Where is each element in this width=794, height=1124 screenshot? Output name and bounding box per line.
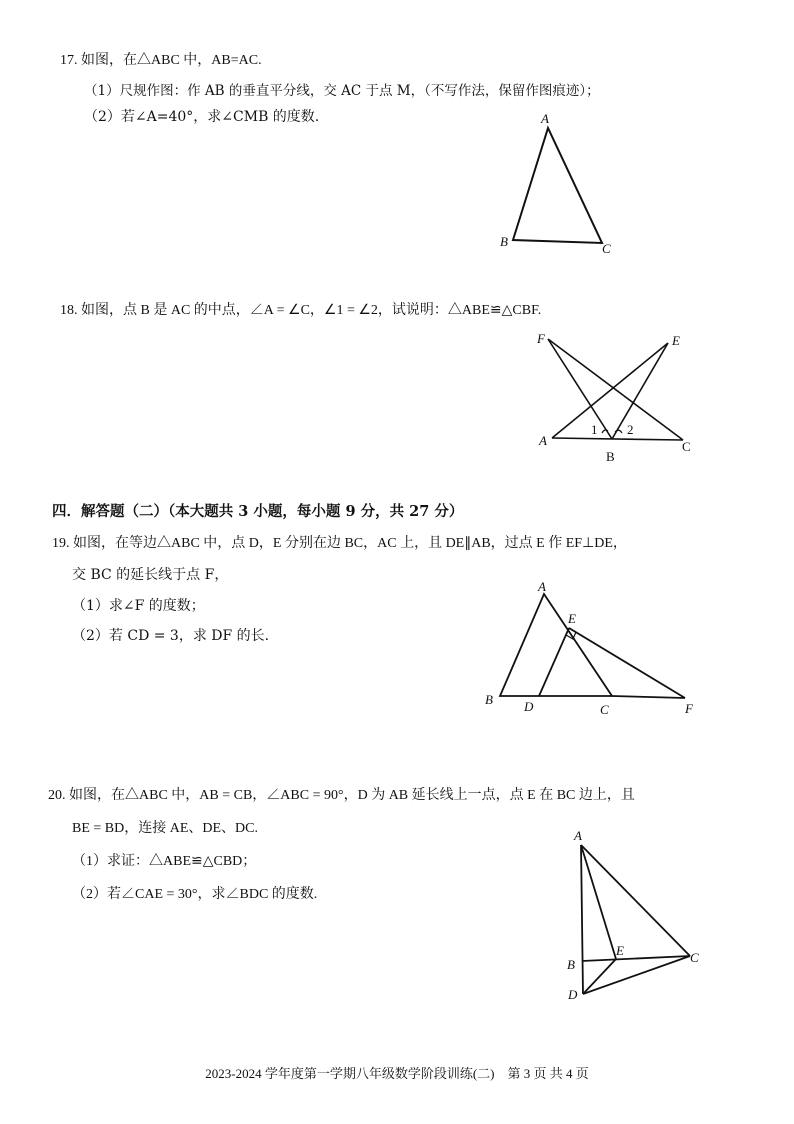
q19-stem-cont: 交 BC 的延长线于点 F， — [72, 567, 229, 583]
segment-be — [612, 343, 668, 439]
equilateral-triangle-abc — [500, 594, 612, 696]
segment-bc — [582, 956, 690, 961]
label-e: E — [616, 943, 624, 958]
section-heading: 四．解答题（二）（本大题共 3 小题，每小题 9 分，共 27 分） — [52, 503, 464, 520]
triangle-abc — [513, 128, 602, 243]
label-b: B — [485, 692, 493, 707]
q20-part2: （2）若∠CAE = 30°，求∠BDC 的度数. — [72, 887, 318, 902]
q19-part2: （2）若 CD = 3，求 DF 的长. — [72, 628, 270, 644]
label-d: D — [568, 987, 578, 1002]
label-f: F — [685, 701, 693, 716]
footer-page-number: 第 3 页 共 4 页 — [507, 1066, 589, 1081]
footer-title: 2023-2024 学年度第一学期八年级数学阶段训练(二) — [205, 1066, 495, 1081]
q19-figure — [480, 578, 700, 723]
q20-figure — [560, 825, 710, 1005]
label-a: A — [574, 828, 582, 843]
label-a: A — [538, 579, 546, 594]
segment-ef — [569, 628, 685, 698]
label-angle-2: 2 — [627, 422, 634, 437]
label-c: C — [602, 241, 611, 256]
label-b: B — [567, 957, 575, 972]
label-b: B — [500, 234, 508, 249]
label-d: D — [524, 699, 534, 714]
q17-stem: 17. 如图，在△ABC 中，AB=AC. — [60, 53, 262, 68]
q20-stem-cont: BE = BD，连接 AE、DE、DC. — [72, 821, 259, 836]
segment-de — [539, 628, 569, 696]
segment-ac — [552, 438, 683, 440]
q18-stem: 18. 如图，点 B 是 AC 的中点，∠A = ∠C，∠1 = ∠2，试说明：△ABE≌△CBF. — [60, 303, 542, 318]
q19-part1: （1）求∠F 的度数； — [72, 598, 205, 614]
label-a: A — [541, 111, 549, 126]
q17-triangle-figure — [495, 110, 625, 260]
segment-fb — [548, 339, 612, 439]
label-c: C — [690, 950, 699, 965]
page-footer — [0, 1063, 794, 1082]
q20-stem: 20. 如图，在△ABC 中，AB = CB，∠ABC = 90°，D 为 AB 延长线上一点，点 E 在 BC 边上，且 — [48, 788, 635, 803]
label-e: E — [672, 333, 680, 348]
label-b: B — [606, 449, 615, 464]
q19-stem: 19. 如图，在等边△ABC 中，点 D，E 分别在边 BC，AC 上，且 DE∥AB，过点 E 作 EF⊥DE， — [52, 536, 627, 551]
label-angle-1: 1 — [591, 422, 598, 437]
segment-ae — [552, 343, 668, 438]
label-c: C — [600, 702, 609, 717]
q18-figure — [535, 330, 695, 465]
q17-part2: （2）若∠A=40°，求∠CMB 的度数. — [84, 109, 320, 125]
q17-part1: （1）尺规作图：作 AB 的垂直平分线，交 AC 于点 M，（不写作法，保留作图痕迹）； — [84, 83, 600, 99]
label-c: C — [682, 439, 691, 454]
label-a: A — [539, 433, 547, 448]
segment-dc — [583, 956, 690, 994]
segment-bf — [612, 696, 685, 698]
q20-part1: （1）求证：△ABE≌△CBD； — [72, 854, 257, 869]
label-e: E — [568, 611, 576, 626]
label-f: F — [537, 331, 545, 346]
segment-ad — [581, 845, 583, 994]
